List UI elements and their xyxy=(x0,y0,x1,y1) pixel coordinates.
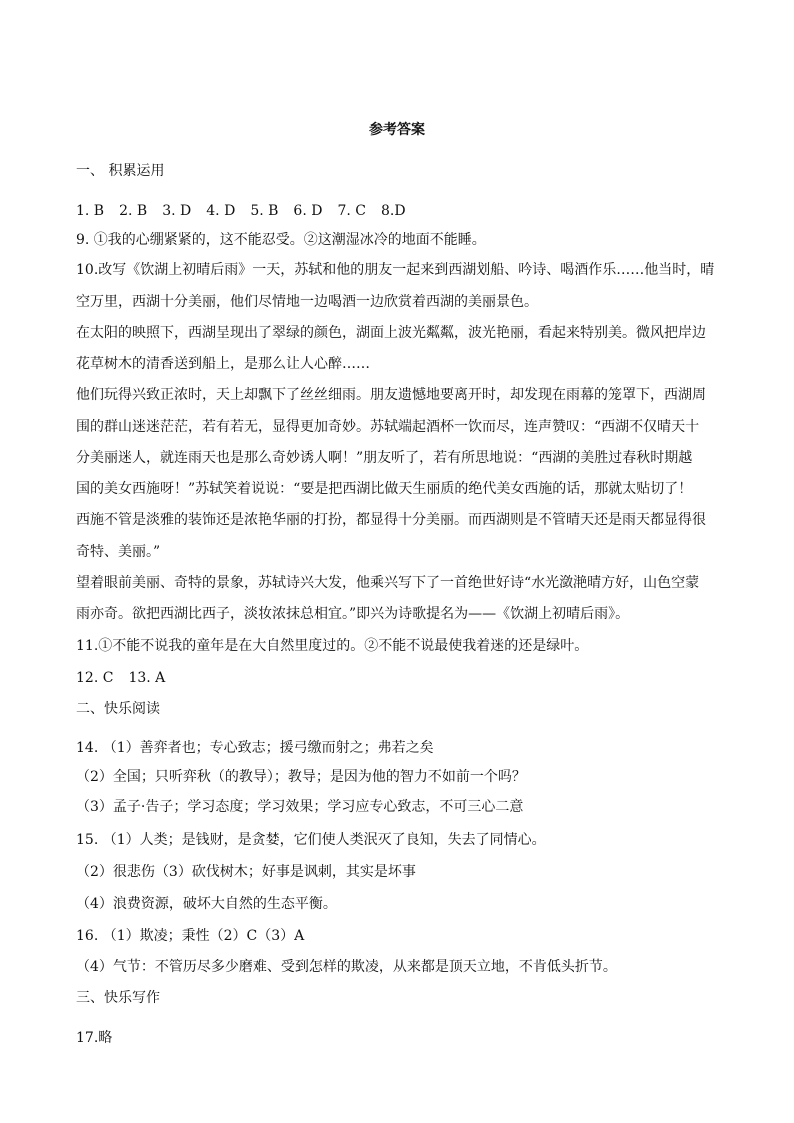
answer-q10-line: 他们玩得兴致正浓时，天上却飘下了丝丝细雨。朋友遗憾地要离开时，却发现在雨幕的笼罩下，西湖周 xyxy=(76,387,706,403)
answer-q9: 9. ①我的心绷紧紧的，这不能忍受。②这潮湿冰冷的地面不能睡。 xyxy=(76,232,486,248)
answer-q14-line: 14. （1）善弈者也；专心致志；援弓缴而射之；弗若之矣 xyxy=(76,740,434,756)
answer-q16-line: 16. （1）欺凌；秉性（2）C（3）A xyxy=(76,928,305,944)
answer-q11: 11.①不能不说我的童年是在大自然里度过的。②不能不说最使我着迷的还是绿叶。 xyxy=(76,638,589,654)
answer-q14-line: （3）孟子·告子；学习态度；学习效果；学习应专心致志，不可三心二意 xyxy=(76,799,524,815)
answer-q15-line: （4）浪费资源，破坏大自然的生态平衡。 xyxy=(76,896,337,912)
answer-item: 1. B xyxy=(76,203,105,219)
answer-item: 13. A xyxy=(128,670,166,686)
answer-q10-line: 奇特、美丽。” xyxy=(76,544,161,560)
answer-q10-line: 围的群山迷迷茫茫，若有若无，显得更加奇妙。苏轼端起酒杯一饮而尽，连声赞叹：“西湖不仅晴天十 xyxy=(76,419,700,435)
answer-item: 2. B xyxy=(119,203,148,219)
multiple-choice-answers xyxy=(76,201,726,221)
answer-q15-line: （2）很悲伤（3）砍伐树木；好事是讽刺，其实是坏事 xyxy=(76,864,416,880)
answer-item: 3. D xyxy=(162,203,192,219)
answer-item: 12. C xyxy=(76,670,114,686)
answer-q10-line: 分美丽迷人，就连雨天也是那么奇妙诱人啊！”朋友听了，若有所思地说：“西湖的美胜过春秋时期越 xyxy=(76,450,693,466)
section-heading-writing: 三、快乐写作 xyxy=(76,990,160,1006)
answer-item: 5. B xyxy=(250,203,279,219)
answer-q10-line: 望着眼前美丽、奇特的景象，苏轼诗兴大发，他乘兴写下了一首绝世好诗“水光潋滟晴方好，山色空蒙 xyxy=(76,575,700,591)
answers-q12-q13 xyxy=(76,668,726,688)
answer-item: 4. D xyxy=(206,203,236,219)
answer-q10-line: 10.改写《饮湖上初晴后雨》一天，苏轼和他的朋友一起来到西湖划船、吟诗、喝酒作乐……他当时，晴 xyxy=(76,262,715,278)
page-title: 参考答案 xyxy=(369,122,425,138)
answer-item: 7. C xyxy=(337,203,366,219)
answer-q10-line: 空万里，西湖十分美丽，他们尽情地一边喝酒一边欣赏着西湖的美丽景色。 xyxy=(76,294,538,310)
section-heading-accumulation: 一、 积累运用 xyxy=(76,163,165,179)
answer-q17: 17.略 xyxy=(76,1030,113,1046)
answer-item: 8.D xyxy=(381,203,406,219)
section-heading-reading: 二、快乐阅读 xyxy=(76,701,160,717)
answer-q10-line: 在太阳的映照下，西湖呈现出了翠绿的颜色，湖面上波光粼粼，波光艳丽，看起来特别美。微风把岸边 xyxy=(76,325,706,341)
answer-q15-line: 15. （1）人类；是钱财，是贪婪，它们使人类泯灭了良知，失去了同情心。 xyxy=(76,832,546,848)
answer-q10-line: 西施不管是淡雅的装饰还是浓艳华丽的打扮，都显得十分美丽。而西湖则是不管晴天还是雨天都显得很 xyxy=(76,512,706,528)
answer-q10-line: 雨亦奇。欲把西湖比西子，淡妆浓抹总相宜。”即兴为诗歌提名为——《饮湖上初晴后雨》。 xyxy=(76,606,630,622)
answer-q10-line: 花草树木的清香送到船上，是那么让人心醉…… xyxy=(76,356,370,372)
answer-item: 6. D xyxy=(293,203,323,219)
answer-q10-line: 国的美女西施呀！”苏轼笑着说说：“要是把西湖比做天生丽质的绝代美女西施的话，那就太贴切了！ xyxy=(76,481,693,497)
answer-q14-line: （2）全国；只听弈秋（的教导）；教导；是因为他的智力不如前一个吗？ xyxy=(76,769,526,785)
answer-q16-line: （4）气节：不管历尽多少磨难、受到怎样的欺凌，从来都是顶天立地，不肯低头折节。 xyxy=(76,959,617,975)
